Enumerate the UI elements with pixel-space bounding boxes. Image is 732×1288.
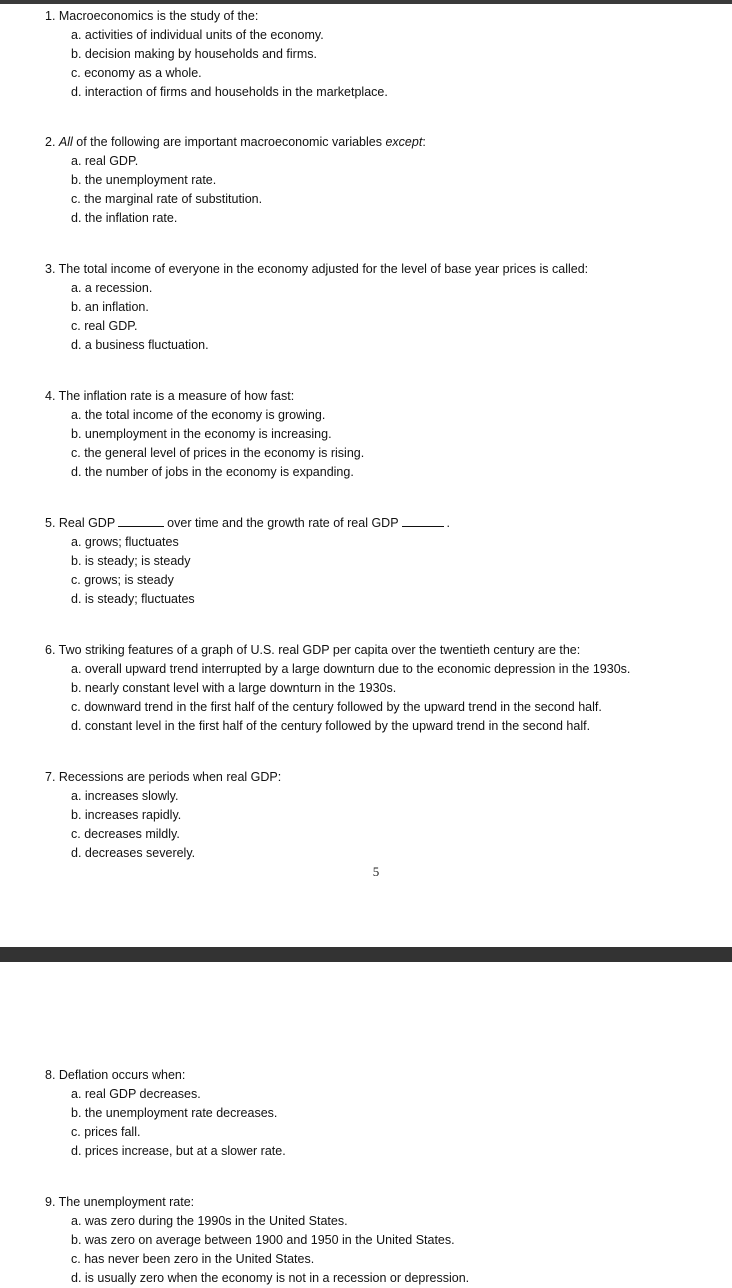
question-number: 2. [45, 135, 59, 149]
stem-part-2: over time and the growth rate of real GDP [167, 516, 399, 530]
question-4 [45, 387, 364, 482]
answer-blank-1 [118, 516, 164, 527]
answer-option-c: c. decreases mildly. [71, 827, 180, 841]
answer-option-a: a. real GDP. [71, 154, 139, 168]
answer-option-c: c. the general level of prices in the economy is rising. [71, 446, 365, 460]
answer-option-c: c. prices fall. [71, 1125, 141, 1139]
page-number: 5 [372, 864, 380, 879]
stem-text: of the following are important macroeconomic variables [72, 135, 386, 149]
stem-part-3: . [446, 516, 451, 530]
question-stem: 4. The inflation rate is a measure of how fast: [45, 389, 295, 403]
question-9 [45, 1193, 469, 1288]
answer-option-c: c. the marginal rate of substitution. [71, 192, 263, 206]
answer-option-c: c. grows; is steady [71, 573, 174, 587]
answer-option-d: d. prices increase, but at a slower rate. [71, 1144, 286, 1158]
question-1 [45, 7, 388, 102]
answer-option-b: b. was zero on average between 1900 and 1950 in the United States. [71, 1233, 455, 1247]
question-3 [45, 260, 588, 355]
answer-option-c: c. real GDP. [71, 319, 138, 333]
question-stem: 9. The unemployment rate: [45, 1195, 195, 1209]
emphasis-all: All [58, 135, 73, 149]
answer-option-b: b. increases rapidly. [71, 808, 182, 822]
question-stem: 3. The total income of everyone in the economy adjusted for the level of base year prices is called: [45, 262, 589, 276]
page-break-bar [0, 947, 732, 962]
answer-option-a: a. increases slowly. [71, 789, 179, 803]
answer-option-b: b. unemployment in the economy is increasing. [71, 427, 332, 441]
answer-option-b: b. the unemployment rate. [71, 173, 217, 187]
answer-option-d: d. decreases severely. [71, 846, 196, 860]
answer-option-d: d. constant level in the first half of the century followed by the upward trend in the second half. [71, 719, 591, 733]
answer-option-b: b. decision making by households and firms. [71, 47, 317, 61]
question-stem [45, 514, 450, 533]
emphasis-except: except [385, 135, 423, 149]
question-stem: 8. Deflation occurs when: [45, 1068, 186, 1082]
answer-option-a: a. a recession. [71, 281, 153, 295]
question-stem: 1. Macroeconomics is the study of the: [45, 9, 259, 23]
answer-option-d: d. is steady; fluctuates [71, 592, 195, 606]
answer-option-c: c. has never been zero in the United States. [71, 1252, 315, 1266]
question-6 [45, 641, 630, 736]
question-5 [45, 514, 450, 609]
question-stem: 7. Recessions are periods when real GDP: [45, 770, 282, 784]
answer-option-a: a. grows; fluctuates [71, 535, 179, 549]
answer-option-b: b. an inflation. [71, 300, 149, 314]
question-7 [45, 768, 281, 863]
answer-option-d: d. interaction of firms and households in the marketplace. [71, 85, 388, 99]
top-dark-bar [0, 0, 732, 4]
question-stem: 6. Two striking features of a graph of U.S. real GDP per capita over the twentieth century are the: [45, 643, 581, 657]
answer-blank-2 [402, 516, 444, 527]
answer-option-b: b. is steady; is steady [71, 554, 191, 568]
answer-option-b: b. the unemployment rate decreases. [71, 1106, 278, 1120]
answer-option-d: d. the number of jobs in the economy is expanding. [71, 465, 354, 479]
answer-option-c: c. downward trend in the first half of the century followed by the upward trend in the second half. [71, 700, 602, 714]
stem-part-1: 5. Real GDP [45, 516, 116, 530]
answer-option-a: a. activities of individual units of the economy. [71, 28, 324, 42]
answer-option-b: b. nearly constant level with a large downturn in the 1930s. [71, 681, 397, 695]
question-stem [45, 133, 426, 152]
answer-option-a: a. the total income of the economy is growing. [71, 408, 326, 422]
question-2 [45, 133, 426, 228]
answer-option-d: d. the inflation rate. [71, 211, 178, 225]
question-8 [45, 1066, 286, 1161]
answer-option-a: a. was zero during the 1990s in the United States. [71, 1214, 348, 1228]
answer-option-d: d. is usually zero when the economy is not in a recession or depression. [71, 1271, 470, 1285]
answer-option-a: a. real GDP decreases. [71, 1087, 201, 1101]
answer-option-a: a. overall upward trend interrupted by a large downturn due to the economic depression in the 1930s. [71, 662, 631, 676]
answer-option-d: d. a business fluctuation. [71, 338, 209, 352]
stem-colon: : [422, 135, 426, 149]
answer-option-c: c. economy as a whole. [71, 66, 202, 80]
